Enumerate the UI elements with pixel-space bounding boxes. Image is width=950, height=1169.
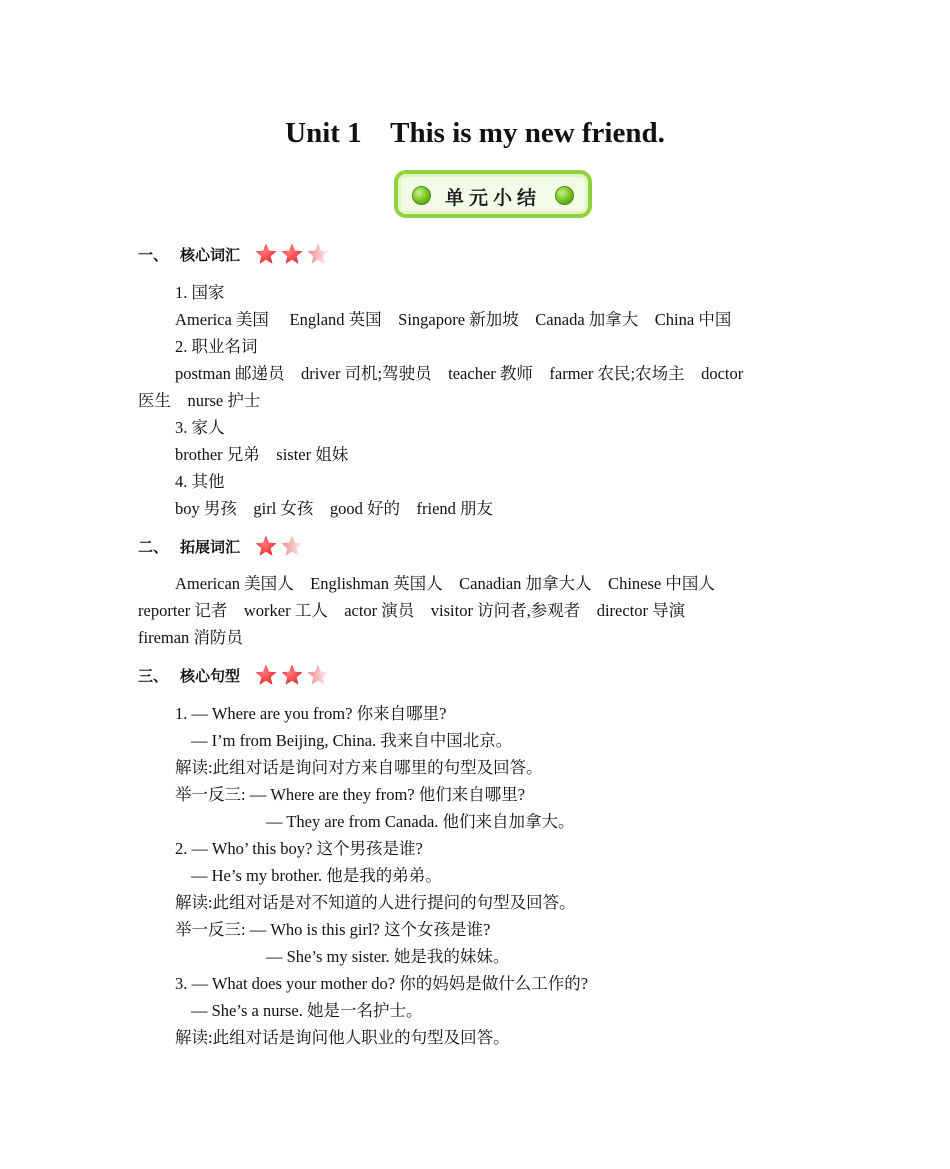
section-heading-core-vocab	[138, 240, 332, 268]
text-line: 1. — Where are you from? 你来自哪里?	[175, 704, 447, 723]
section-number: 三、	[138, 666, 169, 685]
section-heading-extended-vocab	[138, 532, 306, 560]
text-line: fireman 消防员	[138, 628, 243, 647]
text-line: — I’m from Beijing, China. 我来自中国北京。	[191, 731, 513, 750]
half-star-icon	[280, 534, 304, 558]
text-line: 医生 nurse 护士	[138, 391, 261, 410]
star-icon	[254, 534, 278, 558]
section-label: 核心句型	[180, 666, 241, 685]
text-line: 3. 家人	[175, 418, 225, 437]
star-icon	[280, 663, 304, 687]
difficulty-stars	[254, 663, 332, 687]
text-line: postman 邮递员 driver 司机;驾驶员 teacher 教师 farmer 农民;农场主 doctor	[175, 364, 744, 383]
text-line: boy 男孩 girl 女孩 good 好的 friend 朋友	[175, 499, 494, 518]
text-line: 解读:此组对话是询问他人职业的句型及回答。	[175, 1028, 510, 1047]
section-label: 核心词汇	[180, 245, 241, 264]
text-line: 4. 其他	[175, 472, 225, 491]
unit-summary-badge	[394, 170, 592, 218]
text-line: — They are from Canada. 他们来自加拿大。	[266, 812, 575, 831]
text-line: 解读:此组对话是对不知道的人进行提问的句型及回答。	[175, 893, 576, 912]
section-label: 拓展词汇	[180, 537, 241, 556]
text-line: American 美国人 Englishman 英国人 Canadian 加拿大人 Chinese 中国人	[175, 574, 715, 593]
text-line: reporter 记者 worker 工人 actor 演员 visitor 访问者,参观者 director 导演	[138, 601, 686, 620]
text-line: 解读:此组对话是询问对方来自哪里的句型及回答。	[175, 758, 543, 777]
text-line: 举一反三: — Where are they from? 他们来自哪里?	[175, 785, 526, 804]
text-line: 1. 国家	[175, 283, 225, 302]
text-line: — She’s a nurse. 她是一名护士。	[191, 1001, 423, 1020]
green-dot-icon	[555, 186, 574, 205]
text-line: 3. — What does your mother do? 你的妈妈是做什么工作的?	[175, 974, 589, 993]
difficulty-stars	[254, 242, 332, 266]
text-line: 举一反三: — Who is this girl? 这个女孩是谁?	[175, 920, 491, 939]
text-line: 2. 职业名词	[175, 337, 258, 356]
star-icon	[254, 242, 278, 266]
star-icon	[280, 242, 304, 266]
half-star-icon	[306, 242, 330, 266]
text-line: — She’s my sister. 她是我的妹妹。	[266, 947, 510, 966]
text-line: 2. — Who’ this boy? 这个男孩是谁?	[175, 839, 423, 858]
text-line: — He’s my brother. 他是我的弟弟。	[191, 866, 442, 885]
section-number: 二、	[138, 537, 169, 556]
half-star-icon	[306, 663, 330, 687]
text-line: brother 兄弟 sister 姐妹	[175, 445, 349, 464]
star-icon	[254, 663, 278, 687]
section-number: 一、	[138, 245, 169, 264]
section-heading-core-sentences	[138, 661, 332, 689]
badge-label: 单元小结	[444, 187, 541, 209]
difficulty-stars	[254, 534, 306, 558]
text-line: America 美国 England 英国 Singapore 新加坡 Canada 加拿大 China 中国	[175, 310, 732, 329]
page-title: Unit 1 This is my new friend.	[285, 117, 665, 149]
